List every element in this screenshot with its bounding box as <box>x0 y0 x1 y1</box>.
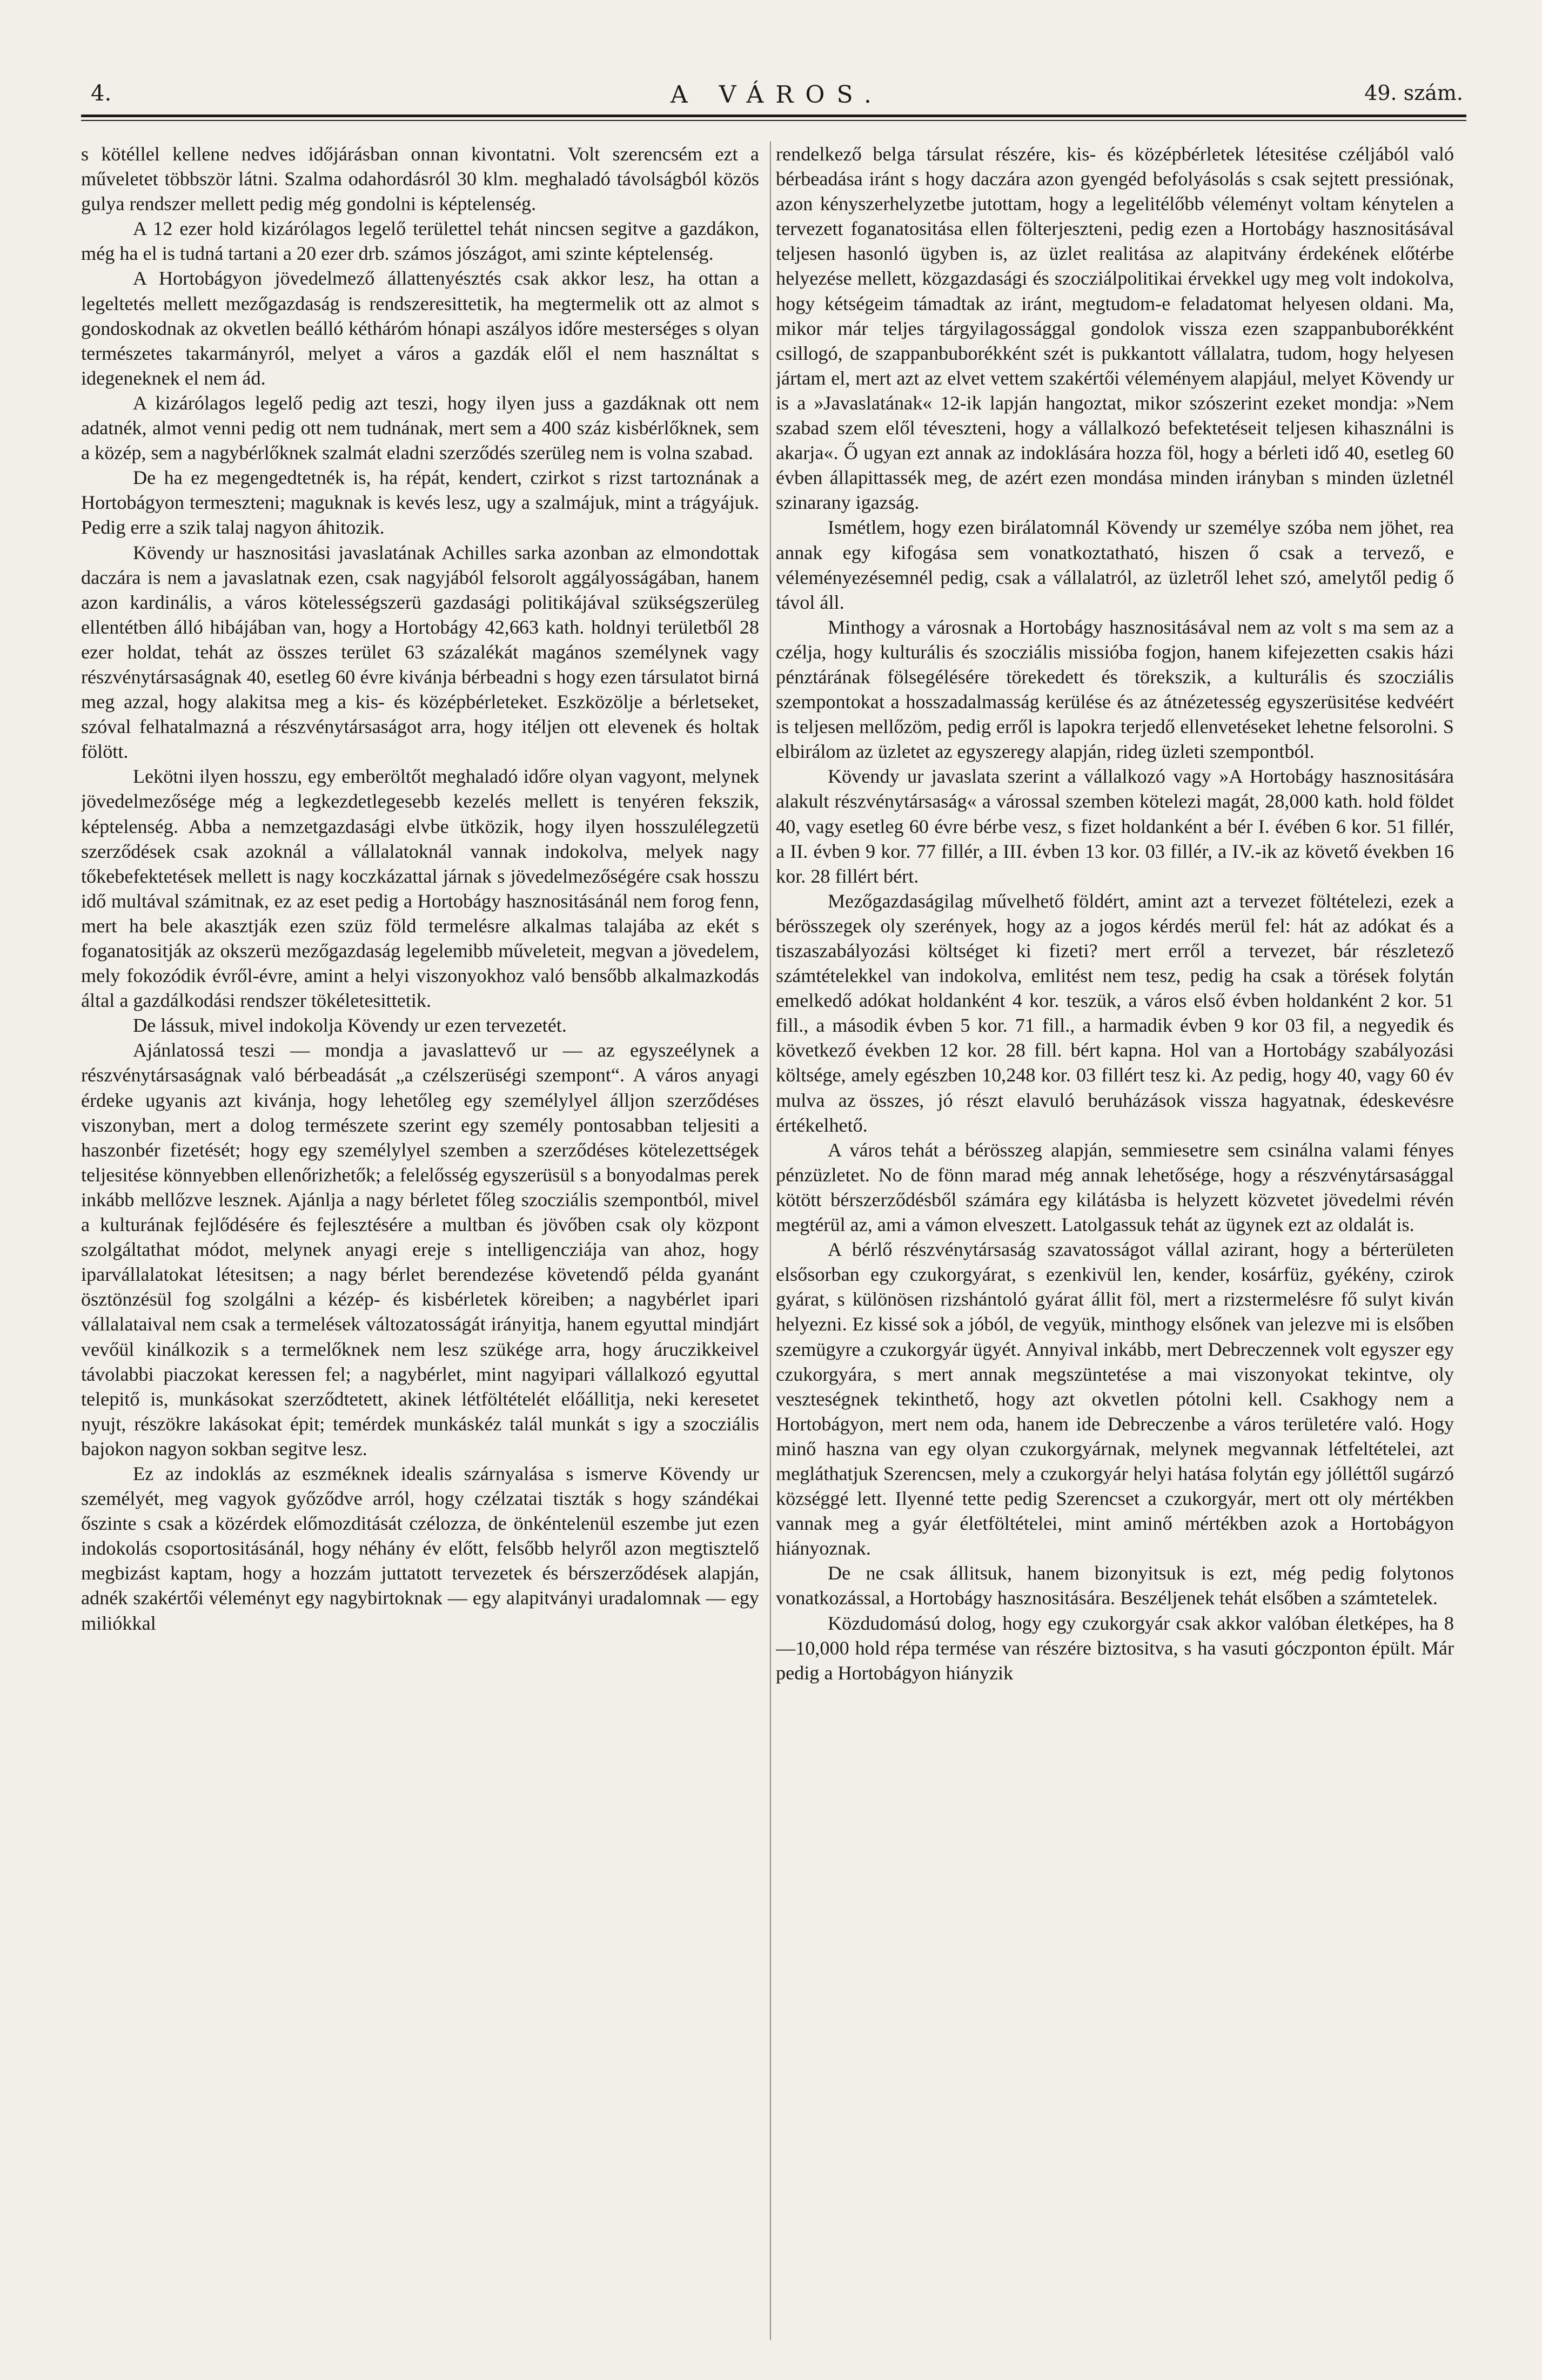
right-column <box>776 142 1454 2356</box>
paragraph: Lekötni ilyen hosszu, egy emberöltőt meghaladó időre olyan vagyont, melynek jövedelmezősége még a legkezdetlegesebb kezelés mellett is tenyéren fekszik, képtelenség. Abba a nemzetgazdasági elvbe ütközik, hogy ilyen hosszulélegzetü szerződések csak azoknál a vállalatoknál vannak indokolva, melyek nagy tőkebefektetések mellett is nagy koczkázattal járnak s jövedelmezőségére csak hosszu idő multával számitnak, ez az eset pedig a Hortobágy hasznositásánál nem forog fenn, mert ha bele akasztják ezen szüz föld termelésre alkalmas talajába az ekét s foganatositják az okszerü mezőgazdaság legelemibb műveleteit, megvan a jövedelem, mely fokozódik évről-évre, amint a helyi viszonyokhoz való bensőbb alkalmazkodás által a gazdálkodási rendszer tökéletesittetik. <box>81 765 759 1012</box>
left-column <box>81 142 759 2356</box>
header-rule-thin <box>81 120 1466 121</box>
paragraph: A bérlő részvénytársaság szavatosságot vállal azirant, hogy a bérterületen elsősorban egy czukorgyárat, s ezenkivül len, kender, kosárfüz, gyékény, czirok gyárat, s különösen rizshántoló gyárat állit föl, mert a rizstermelésre fő sulyt kiván helyezni. Ez kissé sok a jóból, de vegyük, minthogy elsőnek van jelezve mi is elsőben szemügyre a czukorgyár ügyét. Annyival inkább, mert Debreczennek volt egyszer egy czukorgyára, s mert annak megszüntetése a mai viszonyokat tekintve, oly veszteségnek tekinthető, hogy azt okvetlen pótolni kell. Csakhogy nem a Hortobágyon, mert nem oda, hanem ide Debreczenbe a város területére való. Hogy minő haszna van egy olyan czukorgyárnak, melynek megvannak létfeltételei, azt megláthatjuk Szerencsen, mely a czukorgyár helyi hatása folytán egy jólléttől sugárzó községgé lett. Ilyenné tette pedig Szerencset a czukorgyár, mert ott oly mértékben vannak meg a gyár életföltételei, mint aminő mértékben azok a Hortobágyon hiányoznak. <box>776 1239 1454 1559</box>
paragraph: Közdudomású dolog, hogy egy czukorgyár csak akkor valóban életképes, ha 8—10,000 hold répa termése van részére biztositva, s ha vasuti góczponton épült. Már pedig a Hortobágyon hiányzik <box>776 1612 1454 1684</box>
paragraph: De lássuk, mivel indokolja Kövendy ur ezen tervezetét. <box>133 1014 567 1037</box>
issue-number: 49. szám. <box>1364 81 1463 105</box>
paragraph: De ne csak állitsuk, hanem bizonyitsuk is ezt, még pedig folytonos vonatkozással, a Hortobágy hasznositására. Beszéljenek tehát elsőben a számtetelek. <box>776 1562 1454 1609</box>
newspaper-title: A VÁROS. <box>670 81 884 109</box>
paragraph: De ha ez megengedtetnék is, ha répát, kendert, czirkot s rizst tartoznának a Hortobágyon termeszteni; maguknak is kevés lesz, ugy a szalmájuk, mint a trágyájuk. Pedig erre a szik talaj nagyon áhitozik. <box>81 467 759 539</box>
paragraph: Ismétlem, hogy ezen birálatomnál Kövendy ur személye szóba nem jöhet, rea annak egy kifogása sem vonatkoztatható, hiszen ő csak a tervező, e véleményezésemnél pedig, csak a vállalatról, az üzletről lehet szó, amelytől pedig ő távol áll. <box>776 516 1454 613</box>
paragraph: rendelkező belga társulat részére, kis- és középbérletek létesitése czéljából való bérbeadása iránt s hogy daczára azon gyengéd befolyásolás s csak sejtett pressiónak, azon kényszerhelyzetbe jutottam, hogy a legelitélőbb véleményt voltam kénytelen a tervezett foganatositása ellen fölterjeszteni, pedig ezen a Hortobágy hasznositásával teljesen hasonló ügyben is, az üzlet realitása az alapitvány érdekének előtérbe helyezése mellett, közgazdasági és szocziálpolitikai érvekkel ugy meg volt indokolva, hogy kétségeim támadtak az iránt, megtudom-e feladatomat helyesen oldani. Ma, mikor már teljes tárgyilagossággal gondolok vissza ezen szappanbuborékként csillogó, de szappanbuborékként szét is pukkantott vállalatra, tudom, hogy helyesen jártam el, mert azt az elvet vettem szakértői véleményem alapjául, melyet Kövendy ur is a »Javaslatának« 12-ik lapján hangoztat, mikor szószerint ezeket mondja: »Nem szabad szem elől téveszteni, hogy a vállalkozó befektetéseit teljesen kihasználni is akarja«. Ő ugyan ezt annak az indoklására hozza föl, hogy a bérleti idő 40, esetleg 60 évben állapittassék meg, de azért ezen mondása minden irányban s minden üzletnél szinarany igazság. <box>776 143 1454 514</box>
paragraph: Ajánlatossá teszi — mondja a javaslattevő ur — az egyszeélynek a részvénytársaságnak való bérbeadását „a czélszerüségi szempont“. A város anyagi érdeke ugyanis azt kivánja, hogy lehetőleg egy személylyel álljon szerződéses viszonyban, mert a dolog természete szerint egy személy pontosabban teljesiti a haszonbér fizetését; hogy egy személylyel szemben a szerződéses kötelezettségek teljesitése könnyebben ellenőrizhetők; a felelősség egyszerüsül s a bonyodalmas perek inkább mellőzve lesznek. Ajánlja a nagy bérletet főleg szocziális szempontból, mivel a kulturának fejlődésére és fejlesztésére a multban és jövőben csak oly központ szolgáltathat módot, melynek anyagi ereje s intelligencziája van ahoz, hogy iparvállalatokat létesitsen; a nagy bérlet berendezése követendő példa gyanánt ösztönzésül fog szolgálni a kézép- és kisbérletek köreiben; a nagybérlet ipari vállalataival nem csak a termelések változatosságát irányitja, hanem egyuttal mindjárt vevőül kinálkozik s a termelőknek nem lesz szükége arra, hogy áruczikkeivel távolabbi piaczokat keressen fel; a nagybérlet, mint nagyipari vállalkozó egyuttal telepitő is, munkásokat szerződtetett, akinek létföltételét előállitja, neki keresetet nyujt, részökre lakásokat épit; temérdek munkáskéz talál munkát s igy a szocziális bajokon nagyon sokban segitve lesz. <box>81 1039 759 1460</box>
paragraph: Minthogy a városnak a Hortobágy hasznositásával nem az volt s ma sem az a czélja, hogy kulturális és szocziális missióba fogjon, hanem kifejezetten csakis házi pénztárának fölsegélésére törekedett és törekszik, a kulturális és szocziális szempontokat a hosszadalmasság kerülése és az átnézetesség egyszerüsitése kedvéért is teljesen mellőzöm, pedig erről is lapokra terjedő ellenvetéseket lehetne felsorolni. S elbirálom az üzletet az egyszeregy alapján, rideg üzleti szempontból. <box>776 616 1454 763</box>
paragraph: s kötéllel kellene nedves időjárásban onnan kivontatni. Volt szerencsém ezt a műveletet többször látni. Szalma odahordásról 30 klm. meghaladó távolságból közös gulya rendszer mellett pedig még gondolni is képtelenség. <box>81 143 759 215</box>
paragraph: Ez az indoklás az eszméknek idealis szárnyalása s ismerve Kövendy ur személyét, meg vagyok győződve arról, hogy czélzatai tiszták s hogy szándékai őszinte s csak a közérdek előmozditását czélozza, de önkéntelenül eszembe jut ezen indokolás csoportositásánál, hogy néhány év előtt, felsőbb helyről azon megtisztelő megbizást kaptam, hogy a hozzám juttatott tervezetek és bérszerződések alapján, adnék szakértői véleményt egy nagybirtoknak — egy alapitványi uradalomnak — egy miliókkal <box>81 1462 759 1634</box>
page-number: 4. <box>91 81 112 106</box>
paragraph: A kizárólagos legelő pedig azt teszi, hogy ilyen juss a gazdáknak ott nem adatnék, almot venni pedig ott nem tudnának, mert sem a 400 száz kisbérlőknek, sem a közép, sem a nagybérlőknek szalmát eladni szerződés szerüleg nem is volna szabad. <box>81 392 759 464</box>
paragraph: A Hortobágyon jövedelmező állattenyésztés csak akkor lesz, ha ottan a legeltetés mellett mezőgazdaság is rendszeresittetik, ha megtermelik ott az almot s gondoskodnak az okvetlen beálló kétháróm hónapi aszályos időre mesterséges s olyan természetes takarmányról, melyet a város a gazdák elől el nem használtat s idegeneknek el nem ád. <box>81 267 759 389</box>
paragraph: Kövendy ur javaslata szerint a vállalkozó vagy »A Hortobágy hasznositására alakult részvénytársaság« a várossal szemben kötelezi magát, 28,000 kath. hold földet 40, vagy esetleg 60 évre bérbe vesz, s fizet holdanként a bér I. évében 6 kor. 51 fillér, a II. évben 9 kor. 77 fillér, a III. évben 13 kor. 03 fillér, a IV.-ik az követő években 16 kor. 28 fillért bért. <box>776 765 1454 887</box>
paragraph: A 12 ezer hold kizárólagos legelő területtel tehát nincsen segitve a gazdákon, még ha el is tudná tartani a 20 ezer drb. számos jószágot, ami szinte képtelenség. <box>81 218 759 265</box>
paragraph: A város tehát a bérösszeg alapján, semmiesetre sem csinálna valami fényes pénzüzletet. No de fönn marad még annak lehetősége, hogy a részvénytársasággal kötött bérszerződésből számára egy kilátásba is helyzett közvetet jövedelmi révén megtérül az, ami a vámon elveszett. Latolgassuk tehát az ügynek ezt az oldalát is. <box>776 1139 1454 1236</box>
header-rule-thick <box>81 115 1466 117</box>
paragraph: Mezőgazdaságilag művelhető földért, amint azt a tervezet föltételezi, ezek a bérösszegek oly szerények, hogy az a jogos kérdés merül fel: hát az adókat és a tiszaszabályozási költséget ki fizeti? mert erről a tervezet, bár részletező számtételekkel van indokolva, emlitést nem tesz, pedig ha csak a törések folytán emelkedő adókat holdanként 4 kor. teszük, a város első évben holdanként 2 kor. 51 fill., a második évben 5 kor. 71 fill., a harmadik évben 9 kor 03 fil, a negyedik és következő években 12 kor. 28 fill. bért kapna. Hol van a Hortobágy szabályozási költsége, amely egészben 10,248 kor. 03 fillért tesz ki. Az pedig, hogy 40, vagy 60 év mulva az összes, jó részt elavuló beruházások vissza hagyatnak, édeskevésre értékelhető. <box>776 890 1454 1136</box>
paragraph: Kövendy ur hasznositási javaslatának Achilles sarka azonban az elmondottak daczára is nem a javaslatnak ezen, csak nagyjából felsorolt aggályosságában, hanem azon kardinális, a város kötelességszerü gazdasági politikájával szükségszerüleg ellentétben álló hibájában van, hogy a Hortobágy 42,663 kath. holdnyi területből 28 ezer holdat, tehát az összes terület 63 százalékát magános személynek vagy részvénytársaságnak 40, esetleg 60 évre kivánja bérbeadni s hogy ezen társulatot birná meg azzal, hogy alakitsa meg a kis- és középbérleteket. Eszközölje a bérletseket, szóval felhatalmazná a részvénytársaságot arra, hogy itéljen ott elevenek és holtak fölött. <box>81 541 759 763</box>
column-divider <box>770 142 771 2340</box>
page-header <box>91 81 1463 113</box>
